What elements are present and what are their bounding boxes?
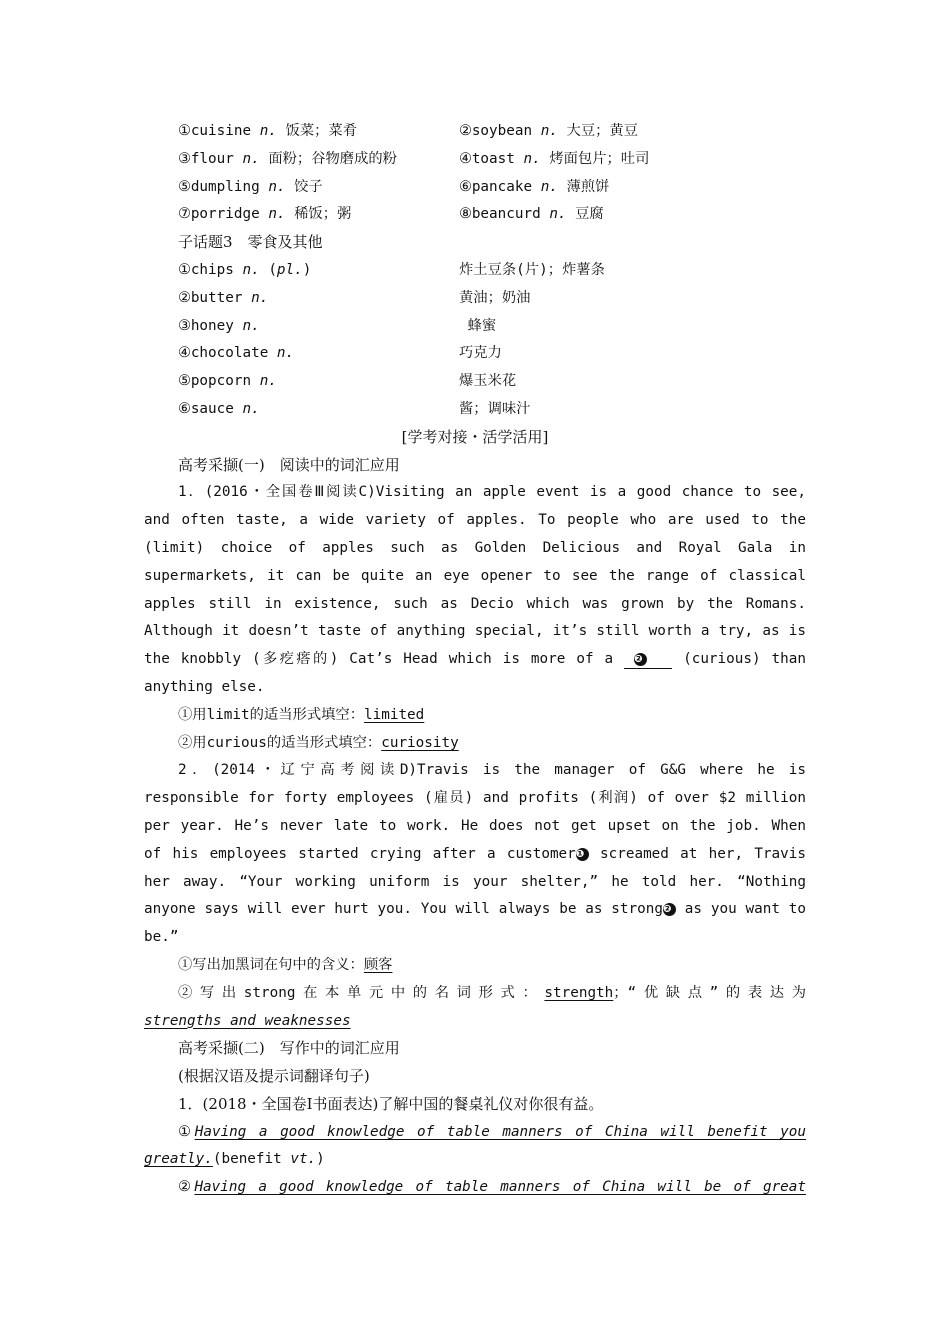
q1-line-5: apples still in existence, such as Decio which was grown by the Romans. (144, 595, 806, 612)
snack-meaning: 巧克力 (459, 345, 502, 362)
vocab-entry: ④toast n. 烤面包片；吐司 (459, 150, 650, 167)
vocab-entry: ②soybean n. 大豆；黄豆 (459, 123, 639, 139)
snack-word: ⑤popcorn n. (178, 373, 277, 390)
snack-row (144, 340, 806, 368)
q1-line-7: the knobbly (多疙瘩的) Cat’s Head which is more of a ❷ (curious) than (144, 651, 806, 668)
answer-limited: limited (364, 706, 425, 723)
answer-customer: 顾客 (363, 956, 393, 973)
snack-meaning: 蜂蜜 (459, 317, 497, 334)
q2-line-1: 2．(2014・辽宁高考阅读D)Travis is the manager of G&G where he is (178, 762, 806, 779)
blank-2[interactable] (624, 650, 672, 669)
vocab-entry: ③flour n. 面粉；谷物磨成的粉 (178, 150, 397, 167)
q1-line-3: (limit) choice of apples such as Golden Delicious and Royal Gala in (144, 539, 806, 556)
snack-row (144, 285, 806, 313)
snack-word: ③honey n. (178, 317, 260, 334)
part2-note: (根据汉语及提示词翻译句子) (178, 1067, 370, 1086)
q2-line-3: per year. He’s never late to work. He does not get upset on the job. When (144, 817, 806, 834)
vocab-entry: ⑤dumpling n. 饺子 (178, 178, 323, 195)
vocab-entry: ⑧beancurd n. 豆腐 (459, 206, 604, 223)
snack-row (144, 313, 806, 341)
q2-answer-2: ②写出strong在本单元中的名词形式：strength；“优缺点”的表达为 (178, 984, 806, 1001)
snack-meaning: 黄油；奶油 (459, 289, 531, 306)
w1-sentence-2: ②Having a good knowledge of table manners of China will be of great (178, 1179, 806, 1196)
answer-strength: strength (544, 984, 614, 1001)
snack-meaning: 炸土豆条(片)；炸薯条 (459, 261, 605, 278)
vocab-row (144, 201, 806, 229)
circled-1-icon: ❶ (576, 848, 589, 861)
part1-title: 高考采撷(一) 阅读中的词汇应用 (178, 455, 400, 474)
vocab-row (144, 174, 806, 202)
snack-word: ⑥sauce n. (178, 400, 260, 417)
snack-row (144, 368, 806, 396)
snack-word: ②butter n. (178, 289, 269, 306)
q1-line-8: anything else. (144, 678, 265, 695)
vocab-row (144, 118, 806, 146)
vocab-entry: ⑥pancake n. 薄煎饼 (459, 178, 610, 195)
q2-line-6: anyone says will ever hurt you. You will always be as strong❷ as you want to (144, 901, 806, 918)
q2-answer-1: ①写出加黑词在句中的含义：顾客 (178, 956, 393, 973)
q1-answer-1: ①用limit的适当形式填空：limited (178, 706, 425, 723)
q2-line-2: responsible for forty employees (雇员) and profits (利润) of over $2 million (144, 790, 806, 807)
snack-row (144, 396, 806, 424)
section-banner: [学考对接・活学活用] (401, 427, 549, 446)
q2-line-4: of his employees started crying after a customer❶ screamed at her, Travis (144, 845, 806, 862)
snack-meaning: 酱；调味汁 (459, 400, 531, 417)
part2-title: 高考采撷(二) 写作中的词汇应用 (178, 1039, 400, 1058)
answer-strengths-weaknesses: strengths and weaknesses (144, 1012, 351, 1029)
circled-2-icon: ❷ (634, 653, 647, 666)
snack-meaning: 爆玉米花 (459, 373, 517, 390)
q2-answer-2-cont (144, 1008, 806, 1036)
w1-question: 1．(2018・全国卷Ⅰ书面表达)了解中国的餐桌礼仪对你很有益。 (178, 1094, 604, 1113)
q1-line-6: Although it doesn’t taste of anything special, it’s still worth a try, as is (144, 623, 806, 640)
answer-curiosity: curiosity (381, 734, 459, 751)
snack-word: ④chocolate n. (178, 345, 295, 362)
document-page (144, 118, 806, 1202)
w1-sentence-1: ①Having a good knowledge of table manners of China will benefit you (178, 1123, 806, 1140)
vocab-entry: ①cuisine n. 饭菜；菜肴 (178, 123, 358, 139)
subtopic-title: 子话题3 零食及其他 (178, 233, 323, 252)
snack-word: ①chips n. (pl.) (178, 261, 312, 278)
q2-line-7: be.” (144, 929, 179, 946)
q1-answer-2: ②用curious的适当形式填空：curiosity (178, 734, 459, 751)
q1-line-4: supermarkets, it can be quite an eye opener to see the range of classical (144, 567, 806, 584)
snack-row (144, 257, 806, 285)
vocab-entry: ⑦porridge n. 稀饭；粥 (178, 206, 352, 223)
w1-sentence-1-cont: greatly.(benefit vt.) (144, 1151, 325, 1168)
q1-line-1: 1．(2016・全国卷Ⅲ阅读C)Visiting an apple event is a good chance to see, (178, 484, 806, 501)
q2-line-5: her away. “Your working uniform is your shelter,” he told her. “Nothing (144, 873, 806, 890)
vocab-row (144, 146, 806, 174)
circled-2-icon: ❷ (663, 903, 676, 916)
q1-line-2: and often taste, a wide variety of apples. To people who are used to the (144, 507, 806, 535)
